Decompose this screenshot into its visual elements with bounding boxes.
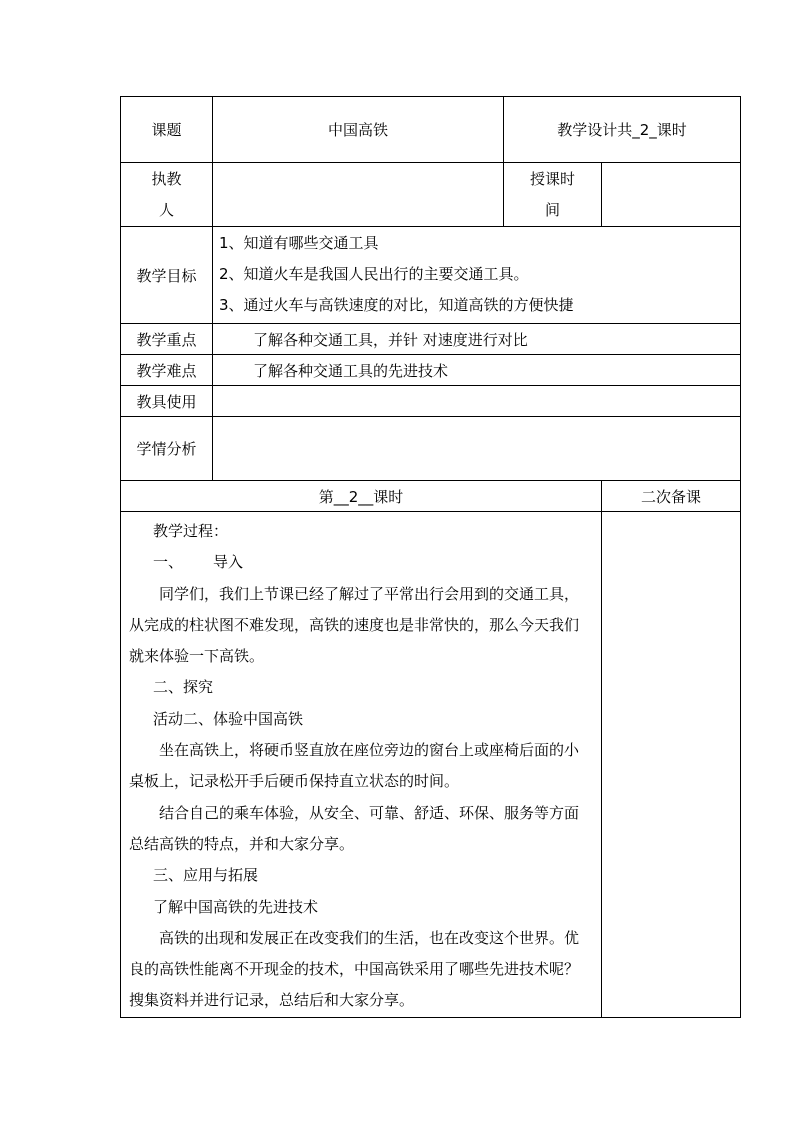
paragraph: 同学们，我们上节课已经了解过了平常出行会用到的交通工具，从完成的柱状图不难发现，高铁的速度也是非常快的，那么今天我们就来体验一下高铁。 (129, 584, 580, 666)
teaching-process (121, 512, 602, 1018)
row-teacher (121, 163, 741, 227)
design-info: 教学设计共_2_课时 (504, 97, 741, 163)
analysis-label: 学情分析 (121, 417, 213, 481)
goal-item: 2、知道火车是我国人民出行的主要交通工具。 (219, 265, 529, 283)
row-session (121, 481, 741, 512)
sub-title: 了解中国高铁的先进技术 (153, 897, 319, 916)
section-intro-num: 一、 (153, 553, 184, 572)
paragraph: 高铁的出现和发展正在改变我们的生活，也在改变这个世界。优良的高铁性能离不开现金的技术，中国高铁采用了哪些先进技术呢？搜集资料并进行记录，总结后和大家分享。 (129, 928, 580, 1010)
goal-item: 1、知道有哪些交通工具 (219, 234, 379, 252)
row-difficulties (121, 355, 741, 386)
backup-notes (602, 512, 741, 1018)
section-intro-title: 导入 (213, 553, 244, 572)
time-label-line1: 授课时 (529, 169, 575, 188)
teacher-label-line1: 执教 (151, 169, 182, 188)
teacher-label-line2: 人 (158, 200, 174, 219)
difficulties-label: 教学难点 (121, 355, 213, 386)
activity-title: 活动二、体验中国高铁 (153, 709, 304, 728)
row-key-points (121, 324, 741, 355)
difficulties-value: 了解各种交通工具的先进技术 (213, 355, 741, 386)
time-label-line2: 间 (544, 200, 560, 219)
row-aids (121, 386, 741, 417)
key-points-value: 了解各种交通工具，并针 对速度进行对比 (213, 324, 741, 355)
time-value (602, 163, 741, 227)
lesson-plan-table (120, 96, 741, 1018)
key-points-label: 教学重点 (121, 324, 213, 355)
session-title: 第__2__课时 (121, 481, 602, 512)
row-analysis (121, 417, 741, 481)
row-process (121, 512, 741, 1018)
section-apply: 三、应用与拓展 (153, 866, 259, 885)
teacher-value (213, 163, 504, 227)
topic-label: 课题 (121, 97, 213, 163)
teacher-label (121, 163, 213, 227)
aids-value (213, 386, 741, 417)
topic-value: 中国高铁 (213, 97, 504, 163)
process-heading: 教学过程： (153, 522, 229, 540)
goals-label: 教学目标 (121, 227, 213, 324)
row-topic (121, 97, 741, 163)
backup-label: 二次备课 (602, 481, 741, 512)
analysis-value (213, 417, 741, 481)
paragraph: 坐在高铁上，将硬币竖直放在座位旁边的窗台上或座椅后面的小桌板上，记录松开手后硬币保持直立状态的时间。 (129, 741, 580, 791)
time-label (504, 163, 602, 227)
goal-item: 3、通过火车与高铁速度的对比，知道高铁的方便快捷 (219, 296, 574, 314)
section-explore: 二、探究 (153, 678, 214, 697)
goals-list (213, 227, 741, 324)
row-goals (121, 227, 741, 324)
section-intro (129, 547, 593, 578)
paragraph: 结合自己的乘车体验，从安全、可靠、舒适、环保、服务等方面总结高铁的特点，并和大家分享。 (129, 803, 580, 853)
aids-label: 教具使用 (121, 386, 213, 417)
